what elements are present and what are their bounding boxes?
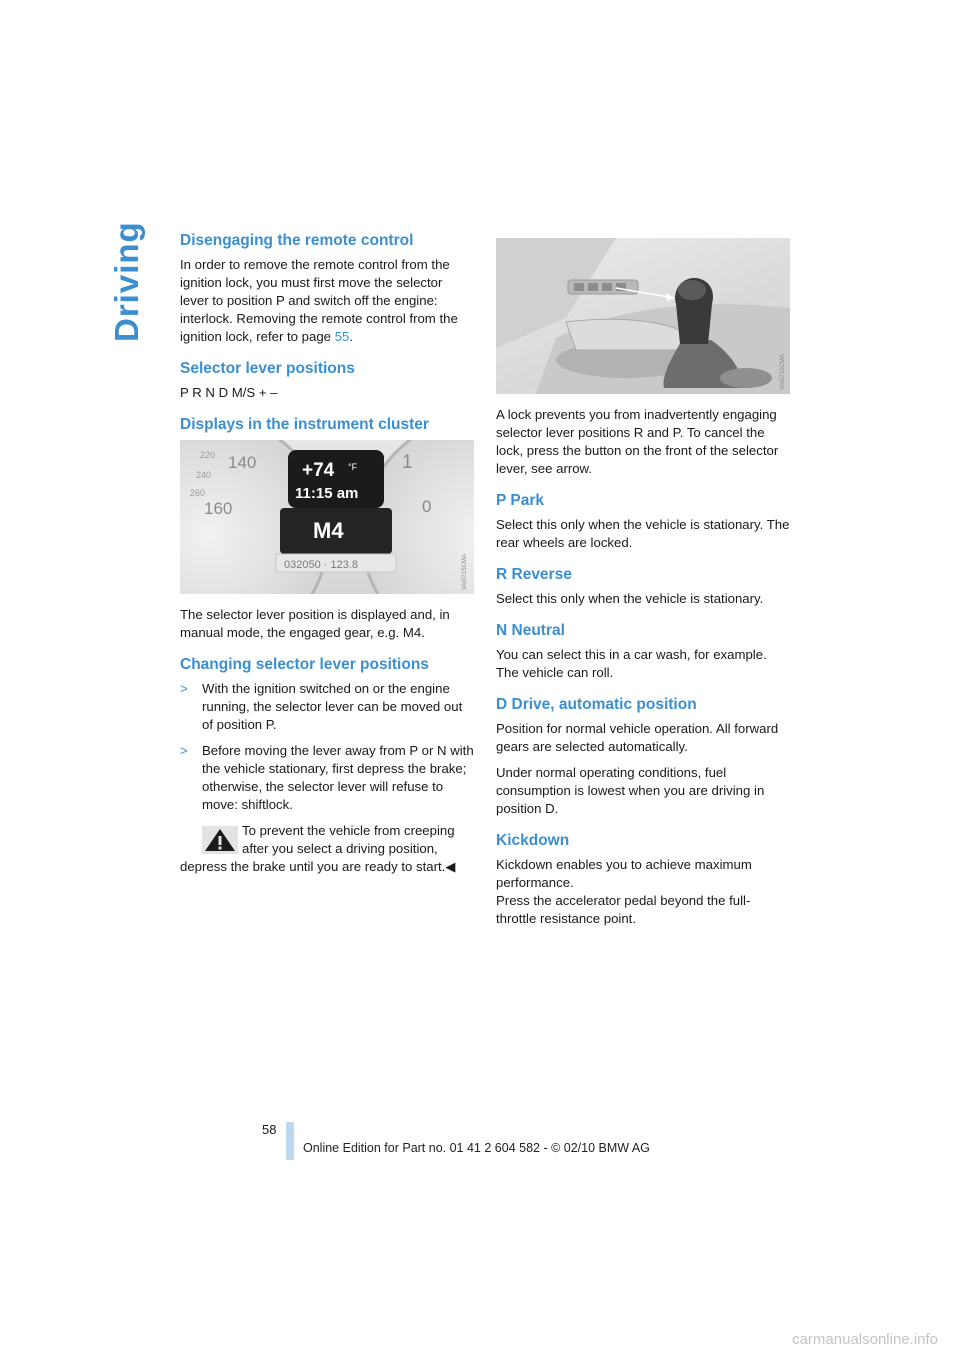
scale-220: 220 — [200, 450, 216, 460]
heading-disengage: Disengaging the remote control — [180, 232, 414, 249]
instrument-cluster-figure — [180, 440, 474, 594]
kickdown-text-2: Press the accelerator pedal beyond the full-throttle resistance point. — [496, 893, 751, 926]
heading-neutral: N Neutral — [496, 622, 565, 639]
page-link-55[interactable]: 55 — [334, 329, 350, 344]
warning-line-2: after you select a driving position, — [242, 841, 438, 856]
warning-line-1: To prevent the vehicle from creeping — [242, 823, 455, 838]
warning-note — [180, 822, 474, 876]
page-number: 58 — [262, 1122, 277, 1137]
displays-text: The selector lever position is displayed and, in manual mode, the engaged gear, e.g. M4. — [180, 607, 450, 640]
heading-park: P Park — [496, 492, 544, 509]
kickdown-text-1: Kickdown enables you to achieve maximum performance. — [496, 857, 752, 890]
scale-right-0: 0 — [422, 497, 432, 516]
section-disengage — [180, 232, 474, 346]
end-mark-icon: ◀ — [445, 859, 456, 874]
watermark: carmanualsonline.info — [792, 1331, 938, 1348]
lock-text: A lock prevents you from inadvertently engaging selector lever positions R and P. To cancel the lock, press the button on the front of the selector lever, see arrow. — [496, 407, 779, 476]
scale-260: 260 — [190, 488, 206, 498]
warning-rest: depress the brake until you are ready to start.◀ — [180, 859, 456, 874]
section-displays — [180, 416, 474, 642]
warning-triangle-icon — [202, 826, 238, 854]
disengage-text: In order to remove the remote control from the ignition lock, you must first move the selector lever to position P and switch off the engine: interlock. Removing the remote control from the ignition lock, refer to page 55. — [180, 257, 458, 344]
footer-edition-text: Online Edition for Part no. 01 41 2 604 582 - © 02/10 BMW AG — [303, 1141, 650, 1155]
bullet-arrow-icon: > — [180, 743, 188, 758]
drive-text-1: Position for normal vehicle operation. All forward gears are selected automatically. — [496, 721, 779, 754]
side-title: Driving — [108, 221, 145, 342]
temp-unit: °F — [348, 462, 358, 472]
heading-kickdown: Kickdown — [496, 832, 570, 849]
figure-code: VAI0715CMA — [780, 354, 786, 390]
scale-160: 160 — [204, 499, 233, 518]
section-changing — [180, 656, 474, 876]
list-item: > Before moving the lever away from P or N with the vehicle stationary, first depress the brake; otherwise, the selector lever will refuse to move: shiftlock. — [180, 743, 474, 812]
scale-right-1: 1 — [402, 452, 413, 473]
changing-list — [180, 680, 474, 814]
scale-240: 240 — [196, 470, 212, 480]
bullet-arrow-icon: > — [180, 681, 188, 696]
selector-lever-illustration — [496, 238, 790, 394]
section-park — [496, 492, 790, 552]
section-neutral — [496, 622, 790, 682]
section-kickdown — [496, 832, 790, 928]
park-text: Select this only when the vehicle is stationary. The rear wheels are locked. — [496, 517, 790, 550]
section-drive — [496, 696, 790, 818]
section-positions — [180, 360, 474, 402]
heading-reverse: R Reverse — [496, 566, 572, 583]
heading-drive: D Drive, automatic position — [496, 696, 697, 713]
reverse-text: Select this only when the vehicle is stationary. — [496, 591, 764, 606]
time-readout: 11:15 am — [295, 485, 359, 502]
neutral-text: You can select this in a car wash, for example. The vehicle can roll. — [496, 647, 767, 680]
selector-lever-figure — [496, 238, 790, 394]
heading-displays: Displays in the instrument cluster — [180, 416, 429, 433]
list-item: > With the ignition switched on or the engine running, the selector lever can be moved out of position P. — [180, 681, 463, 732]
section-reverse — [496, 566, 790, 608]
odometer-readout: 032050 · 123.8 — [284, 559, 359, 571]
heading-changing: Changing selector lever positions — [180, 656, 429, 673]
instrument-cluster-illustration — [180, 440, 474, 594]
temp-readout: +74 — [302, 460, 335, 481]
heading-positions: Selector lever positions — [180, 360, 355, 377]
figure-code: VAI0715CMA — [462, 554, 468, 590]
gear-readout: M4 — [313, 518, 344, 543]
positions-text: P R N D M/S + – — [180, 385, 278, 400]
scale-140: 140 — [228, 453, 257, 472]
left-column — [180, 232, 474, 890]
footer-accent-bar — [286, 1122, 294, 1160]
right-column — [496, 232, 790, 942]
drive-text-2: Under normal operating conditions, fuel consumption is lowest when you are driving in position D. — [496, 765, 765, 816]
